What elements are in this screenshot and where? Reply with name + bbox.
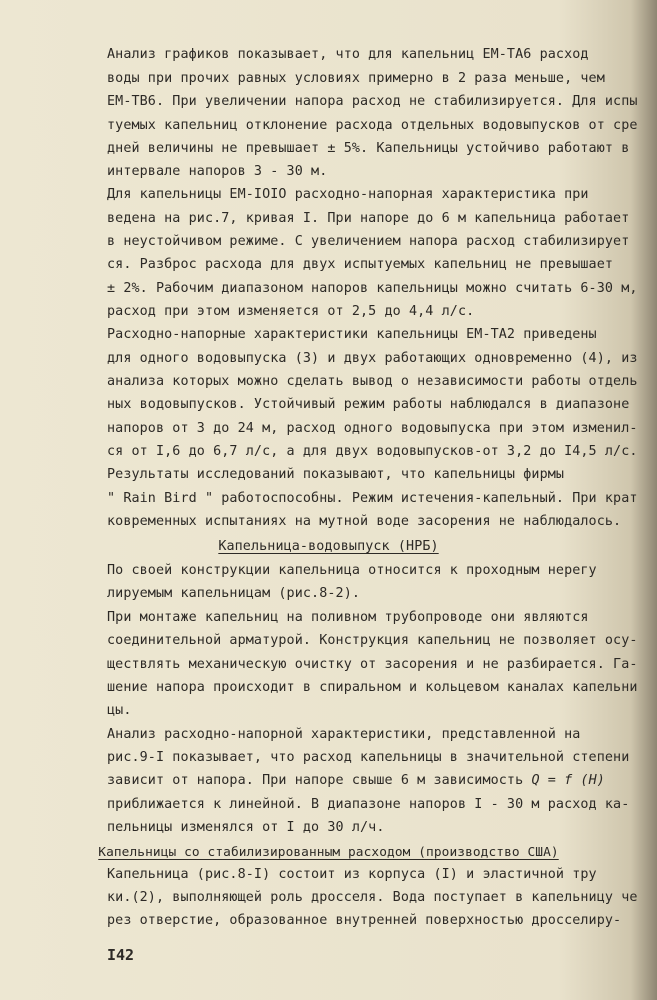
text-line: Результаты исследований показывают, что капельницы фирмы [107, 467, 565, 482]
section-heading: Капельница-водовыпуск (НРБ) [218, 539, 439, 554]
text-line: По своей конструкции капельница относится к проходным нерегу [107, 563, 597, 578]
text-line: Анализ графиков показывает, что для капельниц ЕМ-ТА6 расход [107, 47, 589, 62]
page-number: I42 [107, 946, 135, 964]
section-heading: Капельницы со стабилизированным расходом (производство США) [98, 845, 559, 860]
text-line: напоров от 3 до 24 м, расход одного водовыпуска при этом изменил- [107, 421, 638, 436]
text-line: Расходно-напорные характеристики капельницы ЕМ-ТА2 приведены [107, 327, 597, 342]
text-line: анализа которых можно сделать вывод о независимости работы отдель [107, 374, 638, 389]
text-line [107, 772, 657, 790]
text-line: цы. [107, 703, 132, 718]
text-line: " Rain Bird " работоспособны. Режим истечения-капельный. При крат [107, 491, 638, 506]
text-line: ЕМ-ТВ6. При увеличении напора расход не стабилизируется. Для испы [107, 94, 638, 109]
text-line: ковременных испытаниях на мутной воде засорения не наблюдалось. [107, 514, 622, 529]
text-line: ся. Разброс расхода для двух испытуемых капельниц не превышает [107, 257, 614, 272]
text-line: расход при этом изменяется от 2,5 до 4,4 л/с. [107, 304, 475, 319]
formula: Q = f (H) [531, 773, 605, 788]
text-line: для одного водовыпуска (3) и двух работающих одновременно (4), из [107, 351, 638, 366]
text-line: ± 2%. Рабочим диапазоном напоров капельницы можно считать 6-30 м, [107, 281, 638, 296]
text-line-part: зависит от напора. При напоре свыше 6 м зависимость [107, 773, 524, 788]
text-line: Для капельницы ЕМ-IOIO расходно-напорная характеристика при [107, 187, 589, 202]
text-line: шение напора происходит в спиральном и кольцевом каналах капельни [107, 680, 638, 695]
text-line: интервале напоров 3 - 30 м. [107, 164, 328, 179]
text-line: Анализ расходно-напорной характеристики, представленной на [107, 727, 581, 742]
text-line: ных водовыпусков. Устойчивый режим работы наблюдался в диапазоне [107, 397, 630, 412]
text-line: рез отверстие, образованное внутренней поверхностью дросселиру- [107, 913, 622, 928]
text-line: рис.9-I показывает, что расход капельницы в значительной степени [107, 750, 630, 765]
text-line: туемых капельниц отклонение расхода отдельных водовыпусков от сре [107, 118, 638, 133]
text-line: Капельница (рис.8-I) состоит из корпуса (I) и эластичной тру [107, 867, 597, 882]
text-line: пельницы изменялся от I до 30 л/ч. [107, 820, 385, 835]
text-line: ки.(2), выполняющей роль дросселя. Вода поступает в капельницу че [107, 890, 638, 905]
text-line: ведена на рис.7, кривая I. При напоре до 6 м капельница работает [107, 211, 630, 226]
text-line: лируемым капельницам (рис.8-2). [107, 586, 361, 601]
text-line: в неустойчивом режиме. С увеличением напора расход стабилизирует [107, 234, 630, 249]
text-line: При монтаже капельниц на поливном трубопроводе они являются [107, 610, 589, 625]
text-line: ся от I,6 до 6,7 л/с, а для двух водовыпусков-от 3,2 до I4,5 л/с. [107, 444, 638, 459]
text-line: приближается к линейной. В диапазоне напоров I - 30 м расход ка- [107, 797, 630, 812]
text-line: воды при прочих равных условиях примерно в 2 раза меньше, чем [107, 71, 605, 86]
text-line: дней величины не превышает ± 5%. Капельницы устойчиво работают в [107, 141, 630, 156]
text-line: соединительной арматурой. Конструкция капельниц не позволяет осу- [107, 633, 638, 648]
text-line: ществлять механическую очистку от засорения и не разбирается. Га- [107, 657, 638, 672]
